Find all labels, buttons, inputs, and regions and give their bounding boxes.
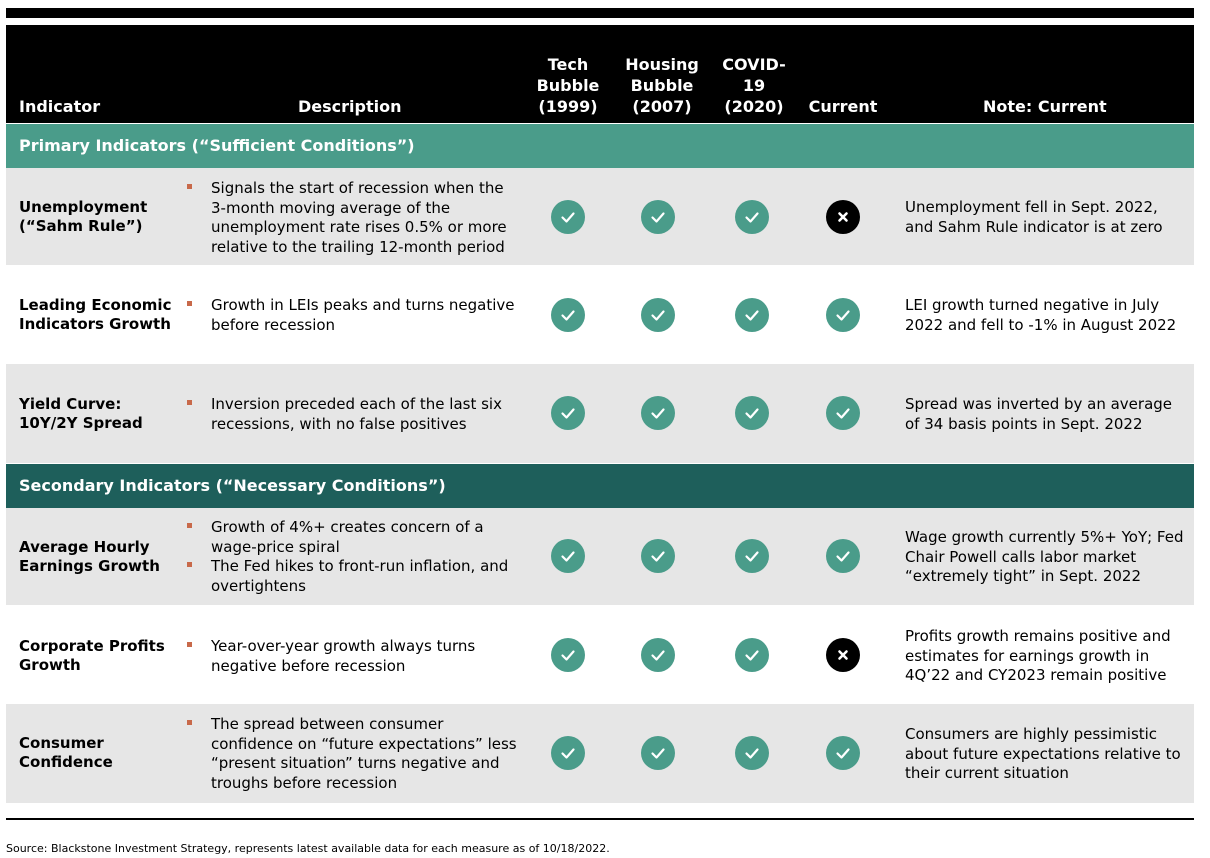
row-description [187, 179, 517, 257]
row-description [187, 715, 517, 793]
table-row [6, 364, 1194, 463]
check-mark-icon [551, 298, 585, 332]
check-mark-icon [826, 539, 860, 573]
description-bullet [187, 557, 517, 596]
housing-bubble-status-icon [641, 638, 675, 672]
housing-bubble-status-icon [641, 396, 675, 430]
current-status-icon [826, 200, 860, 234]
header-tech-line3: (1999) [538, 97, 598, 116]
header-tech-line2: Bubble [536, 76, 600, 95]
row-indicator [19, 538, 160, 576]
current-status-icon [826, 539, 860, 573]
indicator-line: Confidence [19, 753, 113, 771]
check-mark-icon [826, 736, 860, 770]
description-text: Signals the start of recession when the 3-month moving average of the unemployment rate rises 0.5% or more relative to the trailing 12-month period [211, 179, 507, 256]
primary-section-label: Primary Indicators (“Sufficient Conditions”) [19, 136, 415, 155]
check-mark-icon [551, 539, 585, 573]
covid-status-icon [735, 638, 769, 672]
table-row [6, 266, 1194, 364]
row-description [187, 296, 517, 335]
header-indicator: Indicator [19, 97, 101, 116]
description-text: The spread between consumer confidence on “future expectations” less “present situation” turns negative and troughs before recession [211, 715, 517, 792]
indicator-line: Indicators Growth [19, 315, 171, 333]
indicator-line: (“Sahm Rule”) [19, 217, 143, 235]
housing-bubble-status-icon [641, 298, 675, 332]
header-covid-line3: (2020) [724, 97, 784, 116]
primary-section-band [6, 124, 1194, 168]
check-mark-icon [551, 736, 585, 770]
description-bullet [187, 637, 517, 676]
row-indicator [19, 296, 171, 334]
secondary-section-label: Secondary Indicators (“Necessary Conditions”) [19, 476, 446, 495]
current-status-icon [826, 298, 860, 332]
row-indicator [19, 734, 113, 772]
row-indicator [19, 198, 147, 236]
header-covid-line2: 19 [742, 76, 766, 95]
bullet-square-icon [187, 400, 192, 405]
description-text: Year-over-year growth always turns negative before recession [211, 637, 476, 675]
check-mark-icon [826, 298, 860, 332]
row-description [187, 518, 517, 596]
description-bullet [187, 179, 517, 257]
bullet-square-icon [187, 184, 192, 189]
table-row [6, 168, 1194, 265]
check-mark-icon [735, 396, 769, 430]
indicator-line: Yield Curve: [19, 395, 122, 413]
check-mark-icon [551, 200, 585, 234]
row-note: Consumers are highly pessimistic about future expectations relative to their current situation [905, 725, 1181, 782]
header-tech-line1: Tech [547, 55, 589, 74]
check-mark-icon [551, 396, 585, 430]
current-status-icon [826, 638, 860, 672]
check-mark-icon [641, 396, 675, 430]
row-note: Profits growth remains positive and estimates for earnings growth in 4Q’22 and CY2023 remain positive [905, 627, 1171, 684]
tech-bubble-status-icon [551, 539, 585, 573]
bullet-square-icon [187, 642, 192, 647]
bullet-square-icon [187, 720, 192, 725]
row-indicator [19, 395, 143, 433]
row-note: Unemployment fell in Sept. 2022, and Sahm Rule indicator is at zero [905, 198, 1163, 236]
row-description [187, 395, 517, 434]
indicator-line: Consumer [19, 734, 104, 752]
check-mark-icon [641, 200, 675, 234]
indicator-line: Unemployment [19, 198, 148, 216]
x-mark-icon [826, 200, 860, 234]
housing-bubble-status-icon [641, 539, 675, 573]
bullet-square-icon [187, 523, 192, 528]
bottom-rule [6, 818, 1194, 820]
indicator-line: Earnings Growth [19, 557, 160, 575]
covid-status-icon [735, 396, 769, 430]
indicator-line: Growth [19, 656, 81, 674]
description-bullet [187, 518, 517, 557]
row-note: Spread was inverted by an average of 34 basis points in Sept. 2022 [905, 395, 1173, 433]
covid-status-icon [735, 298, 769, 332]
tech-bubble-status-icon [551, 736, 585, 770]
source-note: Source: Blackstone Investment Strategy, represents latest available data for each measure as of 10/18/2022. [6, 842, 610, 855]
table-row [6, 606, 1194, 703]
header-tech-bubble [532, 54, 604, 117]
description-text: Inversion preceded each of the last six recessions, with no false positives [211, 395, 502, 433]
secondary-section-band [6, 464, 1194, 508]
header-note: Note: Current [983, 97, 1107, 116]
check-mark-icon [641, 736, 675, 770]
check-mark-icon [641, 539, 675, 573]
row-note: Wage growth currently 5%+ YoY; Fed Chair Powell calls labor market “extremely tight” in Sept. 2022 [905, 528, 1184, 585]
row-description [187, 637, 517, 676]
check-mark-icon [641, 298, 675, 332]
description-text: Growth of 4%+ creates concern of a wage-price spiral [211, 518, 484, 556]
header-covid-line1: COVID- [722, 55, 786, 74]
top-rule [6, 8, 1194, 18]
row-indicator [19, 637, 165, 675]
check-mark-icon [735, 200, 769, 234]
check-mark-icon [735, 298, 769, 332]
indicator-line: Corporate Profits [19, 637, 165, 655]
header-covid [716, 54, 792, 117]
header-current: Current [808, 97, 878, 116]
bullet-square-icon [187, 301, 192, 306]
check-mark-icon [735, 638, 769, 672]
indicator-line: 10Y/2Y Spread [19, 414, 143, 432]
header-housing-line3: (2007) [632, 97, 692, 116]
covid-status-icon [735, 539, 769, 573]
indicator-line: Leading Economic [19, 296, 172, 314]
check-mark-icon [551, 638, 585, 672]
table-header [6, 25, 1194, 123]
description-text: The Fed hikes to front-run inflation, and overtightens [211, 557, 509, 595]
table-row [6, 508, 1194, 605]
header-housing-line2: Bubble [630, 76, 694, 95]
check-mark-icon [735, 736, 769, 770]
check-mark-icon [826, 396, 860, 430]
bullet-square-icon [187, 562, 192, 567]
check-mark-icon [735, 539, 769, 573]
description-bullet [187, 715, 517, 793]
current-status-icon [826, 396, 860, 430]
housing-bubble-status-icon [641, 200, 675, 234]
housing-bubble-status-icon [641, 736, 675, 770]
header-housing-line1: Housing [625, 55, 699, 74]
table-row [6, 704, 1194, 803]
tech-bubble-status-icon [551, 638, 585, 672]
x-mark-icon [826, 638, 860, 672]
tech-bubble-status-icon [551, 396, 585, 430]
header-description: Description [298, 97, 402, 116]
description-bullet [187, 296, 517, 335]
row-note: LEI growth turned negative in July 2022 and fell to -1% in August 2022 [905, 296, 1177, 334]
tech-bubble-status-icon [551, 298, 585, 332]
description-bullet [187, 395, 517, 434]
current-status-icon [826, 736, 860, 770]
check-mark-icon [641, 638, 675, 672]
tech-bubble-status-icon [551, 200, 585, 234]
description-text: Growth in LEIs peaks and turns negative before recession [211, 296, 515, 334]
header-housing-bubble [619, 54, 705, 117]
indicator-line: Average Hourly [19, 538, 150, 556]
covid-status-icon [735, 736, 769, 770]
covid-status-icon [735, 200, 769, 234]
